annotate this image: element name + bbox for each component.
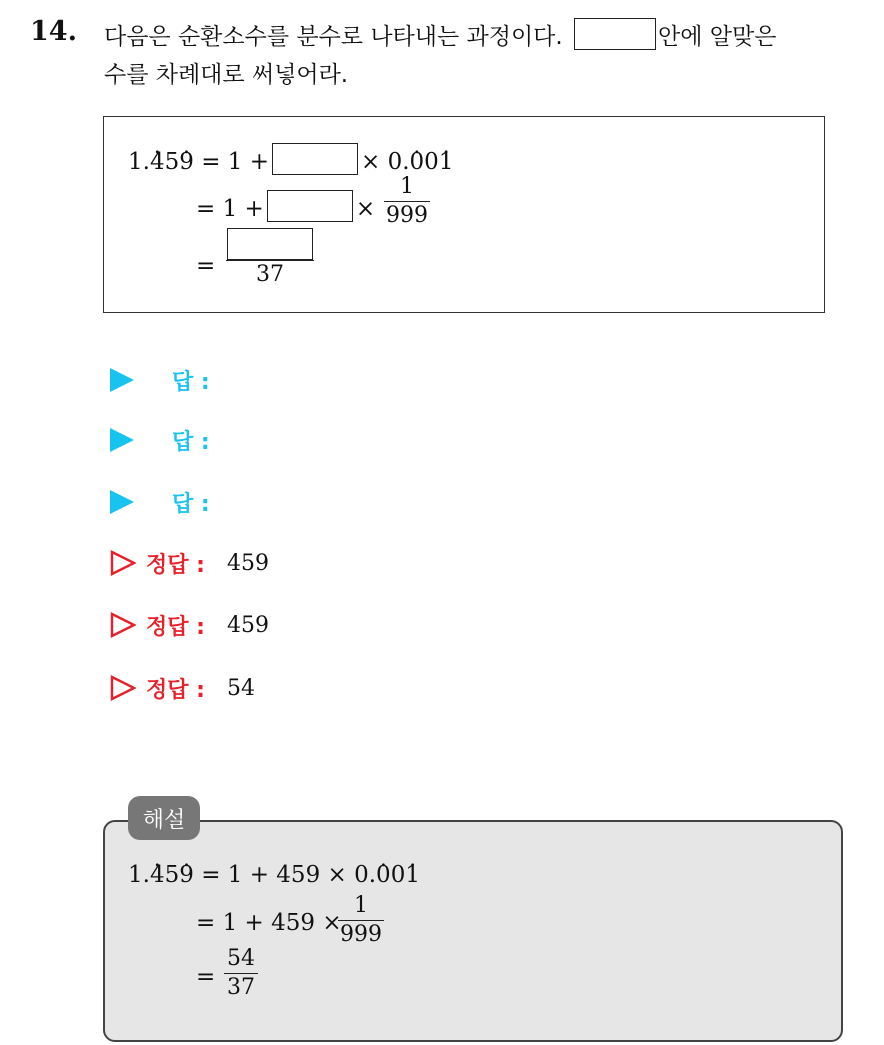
lhs-digit: 5 [164,149,180,175]
repeating-digit-end: . 1 [439,149,454,175]
line2-equals: = 1 + [196,196,264,222]
fraction-denominator: 999 [386,203,428,228]
lhs-integer: 1. [128,149,150,175]
line1-equals: = 1 + [201,149,269,175]
correct-answer-row-2 [110,605,269,645]
repeating-digit-start: . 4 [150,862,165,888]
line1-times: × 0. [361,149,410,175]
correct-label: 정답 : [146,677,205,703]
repeating-digit-start: . 0 [410,149,425,175]
problem-line-3-equals: = [196,253,216,279]
answer-row-1[interactable] [110,360,210,400]
fraction-numerator: 1 [400,174,414,199]
problem-line-1 [128,143,453,175]
problem-line-2 [196,190,375,222]
outline-triangle-icon [110,675,136,701]
answer-label: 답 : [172,369,210,395]
blank-box-2[interactable] [267,190,353,222]
fraction-blank-over-37 [226,228,314,289]
correct-value: 459 [226,612,269,638]
question-number: 14. [30,16,77,47]
outline-triangle-icon [110,550,136,576]
explanation-line-2: = 1 + 459 × [196,910,342,936]
correct-value: 459 [226,550,269,576]
explanation-line-1 [128,862,420,888]
explanation-tab: 해설 [128,796,200,840]
question-text [104,18,874,94]
question-text-part2: 안에 알맞은 [658,24,777,50]
fraction-numerator-box-wrap [226,228,314,260]
blank-box-3[interactable] [227,228,313,260]
repeating-digit-start: . 0 [376,862,391,888]
explanation-fraction-54-over-37 [224,945,258,1002]
outline-triangle-icon [110,612,136,638]
answer-row-3[interactable] [110,482,210,522]
answer-label: 답 : [172,491,210,517]
fraction-1-over-999 [384,173,430,230]
fraction-numerator: 54 [227,946,255,971]
line2-times: × [355,196,376,222]
repeating-digit-end: . 9 [179,149,194,175]
line1-rhs: = 1 + 459 × 0. [201,862,377,888]
question-text-part1: 다음은 순환소수를 분수로 나타내는 과정이다. [104,24,563,50]
lhs-integer: 1. [128,862,150,888]
repeating-digit-end: . 1 [405,862,420,888]
explanation-fraction-1-over-999 [338,892,384,949]
fraction-denominator: 999 [340,922,382,947]
play-triangle-icon [110,428,134,452]
repeating-digit-start: . 4 [150,149,165,175]
answer-label: 답 : [172,429,210,455]
lhs-digit: 5 [164,862,180,888]
fraction-denominator: 37 [227,975,255,1000]
repeating-digit-end: . 9 [179,862,194,888]
correct-answer-row-1 [110,543,269,583]
play-triangle-icon [110,368,134,392]
digit: 0 [424,149,439,175]
answer-row-2[interactable] [110,420,210,460]
blank-box-1[interactable] [272,143,358,175]
correct-answer-row-3 [110,668,255,708]
correct-value: 54 [226,675,255,701]
correct-label: 정답 : [146,552,205,578]
digit: 0 [390,862,406,888]
question-blank-box [574,18,656,50]
correct-label: 정답 : [146,614,205,640]
fraction-denominator: 37 [256,262,284,287]
play-triangle-icon [110,490,134,514]
explanation-line-3-equals: = [196,964,216,990]
question-text-line2: 수를 차례대로 써넣어라. [104,62,349,88]
fraction-numerator: 1 [354,893,368,918]
